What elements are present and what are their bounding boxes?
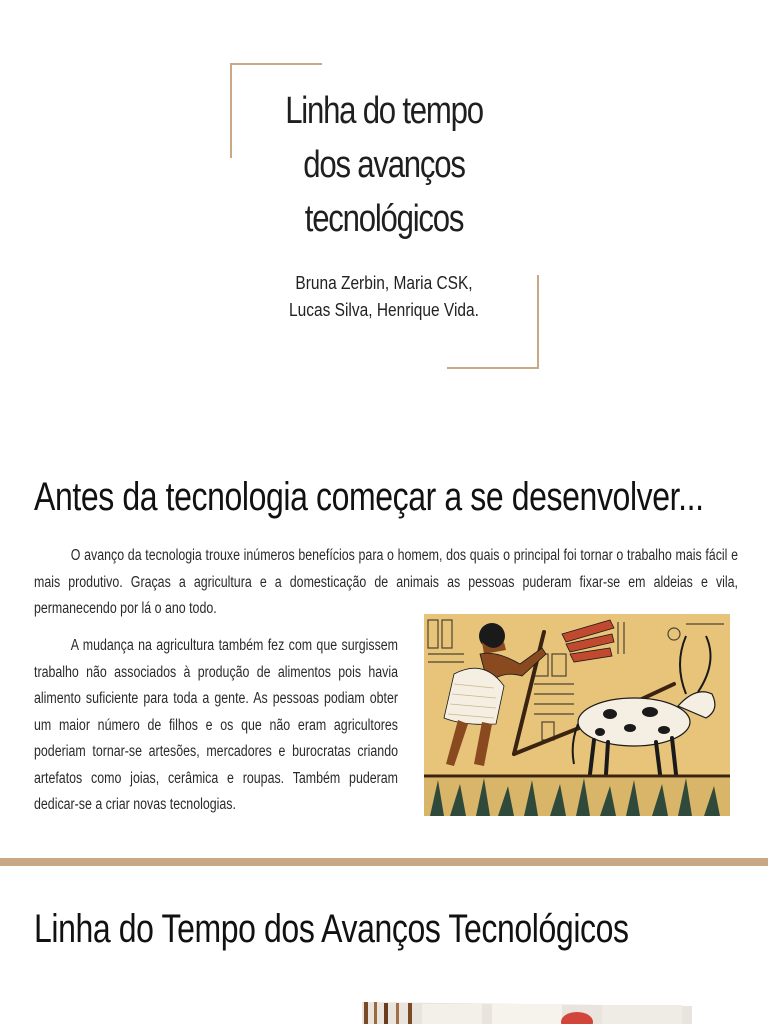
- body-paragraph: O avanço da tecnologia trouxe inúmeros benefícios para o homem, dos quais o principal foi tornar o trabalho mais fácil e mais produtivo. Graças a agricultura e a domesticação de animais as pessoas puderam fixar-se em aldeias e vila, permanecendo por lá o ano todo.: [34, 547, 739, 617]
- title-line: Linha do tempo: [285, 90, 483, 132]
- body-paragraph: A mudança na agricultura também fez com que surgissem trabalho não associados à produção de alimentos pois havia alimento suficiente para toda a gente. As pessoas podiam obter um maior número de filhos e os que não eram agricultores poderiam tornar-se artesões, mercadores e burocratas criando artefatos como joias, cerâmica e roupas. Também puderam dedicar-se a criar novas tecnologias.: [34, 637, 399, 813]
- frame-corner-top-left-horizontal: [230, 63, 322, 65]
- title-line: tecnológicos: [304, 198, 464, 240]
- timeline-photo-graphic: [362, 992, 692, 1024]
- timeline-page: [0, 866, 768, 1024]
- authors: [255, 270, 513, 324]
- frame-corner-bottom-right-horizontal: [447, 367, 539, 369]
- frame-corner-top-left-vertical: [230, 63, 232, 158]
- document-title: [261, 84, 507, 246]
- timeline-photo: [362, 992, 692, 1024]
- page-divider: [0, 858, 768, 866]
- title-line: dos avanços: [303, 144, 465, 186]
- egyptian-plowing-illustration: [424, 614, 730, 816]
- authors-line: Lucas Silva, Henrique Vida.: [289, 300, 479, 320]
- section-heading: Linha do Tempo dos Avanços Tecnológicos: [34, 907, 629, 951]
- frame-corner-bottom-right-vertical: [537, 275, 539, 369]
- section-heading: Antes da tecnologia começar a se desenvolver...: [34, 475, 704, 519]
- egyptian-plowing-image: [424, 614, 730, 816]
- authors-line: Bruna Zerbin, Maria CSK,: [295, 273, 473, 293]
